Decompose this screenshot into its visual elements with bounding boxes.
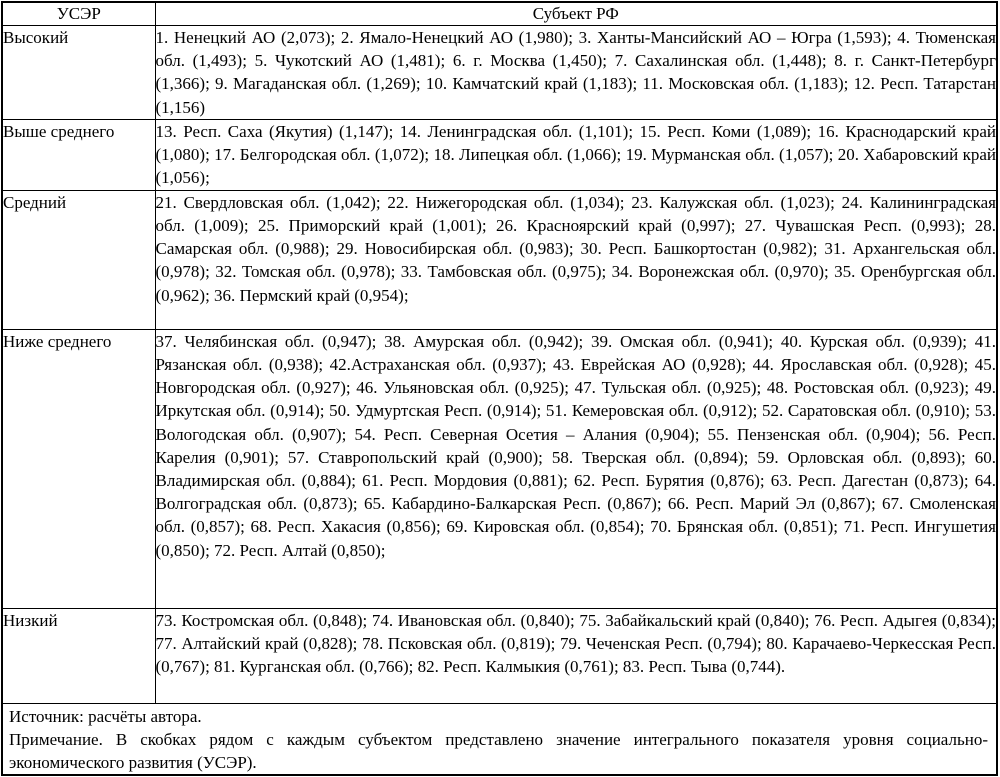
level-cell: Высокий bbox=[2, 26, 155, 120]
notes-cell bbox=[2, 703, 997, 775]
subjects-cell: 37. Челябинская обл. (0,947); 38. Амурская обл. (0,942); 39. Омская обл. (0,941); 40. Курская обл. (0,939); 41. Рязанская обл. (0,938); 42.Астраханская обл. (0,937); 43. Еврейская АО (0,928); 44. Ярославская обл. (0,928); 45. Новгородская обл. (0,927); 46. Ульяновская обл. (0,925); 47. Тульская обл. (0,925); 48. Ростовская обл. (0,923); 49. Иркутская обл. (0,914); 50. Удмуртская Респ. (0,914); 51. Кемеровская обл. (0,912); 52. Саратовская обл. (0,910); 53. Вологодская обл. (0,907); 54. Респ. Северная Осетия – Алания (0,904); 55. Пензенская обл. (0,904); 56. Респ. Карелия (0,901); 57. Ставропольский край (0,900); 58. Тверская обл. (0,894); 59. Орловская обл. (0,893); 60. Владимирская обл. (0,884); 61. Респ. Мордовия (0,881); 62. Респ. Бурятия (0,876); 63. Респ. Дагестан (0,873); 64. Волгоградская обл. (0,873); 65. Кабардино-Балкарская Респ. (0,867); 66. Респ. Марий Эл (0,867); 67. Смоленская обл. (0,857); 68. Респ. Хакасия (0,856); 69. Кировская обл. (0,854); 70. Брянская обл. (0,851); 71. Респ. Ингушетия (0,850); 72. Респ. Алтай (0,850); bbox=[155, 329, 997, 608]
table-row-nizhe-srednego bbox=[2, 329, 997, 608]
subjects-cell: 13. Респ. Саха (Якутия) (1,147); 14. Ленинградская обл. (1,101); 15. Респ. Коми (1,089); 16. Краснодарский край (1,080); 17. Белгородская обл. (1,072); 18. Липецкая обл. (1,066); 19. Мурманская обл. (1,057); 20. Хабаровский край (1,056); bbox=[155, 119, 997, 190]
table-header-row bbox=[2, 2, 997, 26]
subjects-cell: 21. Свердловская обл. (1,042); 22. Нижегородская обл. (1,034); 23. Калужская обл. (1,023); 24. Калининградская обл. (1,009); 25. Приморский край (1,001); 26. Красноярский край (0,997); 27. Чувашская Респ. (0,993); 28. Самарская обл. (0,988); 29. Новосибирская обл. (0,983); 30. Респ. Башкортостан (0,982); 31. Архангельская обл. (0,978); 32. Томская обл. (0,978); 33. Тамбовская обл. (0,975); 34. Воронежская обл. (0,970); 35. Оренбургская обл. (0,962); 36. Пермский край (0,954); bbox=[155, 190, 997, 329]
note-line: Примечание. В скобках рядом с каждым субъектом представлено значение интегрального показателя уровня социально-экономического развития (УСЭР). bbox=[9, 729, 988, 772]
table-row-vysokiy bbox=[2, 26, 997, 120]
table-row-vyshe-srednego bbox=[2, 119, 997, 190]
level-cell: Низкий bbox=[2, 608, 155, 703]
table-notes-row bbox=[2, 703, 997, 775]
header-subject-cell: Субъект РФ bbox=[155, 2, 997, 26]
level-cell: Ниже среднего bbox=[2, 329, 155, 608]
subjects-cell: 1. Ненецкий АО (2,073); 2. Ямало-Ненецкий АО (1,980); 3. Ханты-Мансийский АО – Югра (1,593); 4. Тюменская обл. (1,493); 5. Чукотский АО (1,481); 6. г. Москва (1,450); 7. Сахалинская обл. (1,448); 8. г. Санкт-Петербург (1,366); 9. Магаданская обл. (1,269); 10. Камчатский край (1,183); 11. Московская обл. (1,183); 12. Респ. Татарстан (1,156) bbox=[155, 26, 997, 120]
level-cell: Средний bbox=[2, 190, 155, 329]
level-cell: Выше среднего bbox=[2, 119, 155, 190]
table-row-sredniy bbox=[2, 190, 997, 329]
header-level-cell: УСЭР bbox=[2, 2, 155, 26]
table-row-nizkiy bbox=[2, 608, 997, 703]
usep-table bbox=[1, 1, 998, 776]
subjects-cell: 73. Костромская обл. (0,848); 74. Ивановская обл. (0,840); 75. Забайкальский край (0,840); 76. Респ. Адыгея (0,834); 77. Алтайский край (0,828); 78. Псковская обл. (0,819); 79. Чеченская Респ. (0,794); 80. Карачаево-Черкесская Респ. (0,767); 81. Курганская обл. (0,766); 82. Респ. Калмыкия (0,761); 83. Респ. Тыва (0,744). bbox=[155, 608, 997, 703]
source-line: Источник: расчёты автора. bbox=[9, 706, 202, 726]
